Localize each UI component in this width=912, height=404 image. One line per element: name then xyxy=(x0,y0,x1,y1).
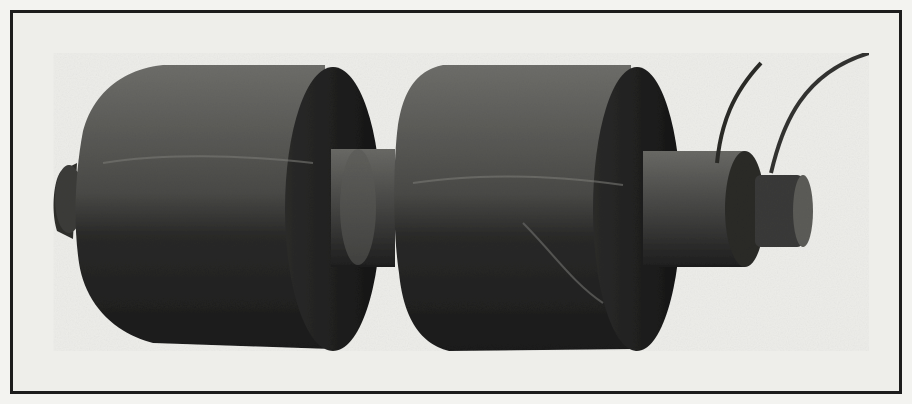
photograph xyxy=(10,10,902,394)
coil-illustration xyxy=(13,13,899,391)
